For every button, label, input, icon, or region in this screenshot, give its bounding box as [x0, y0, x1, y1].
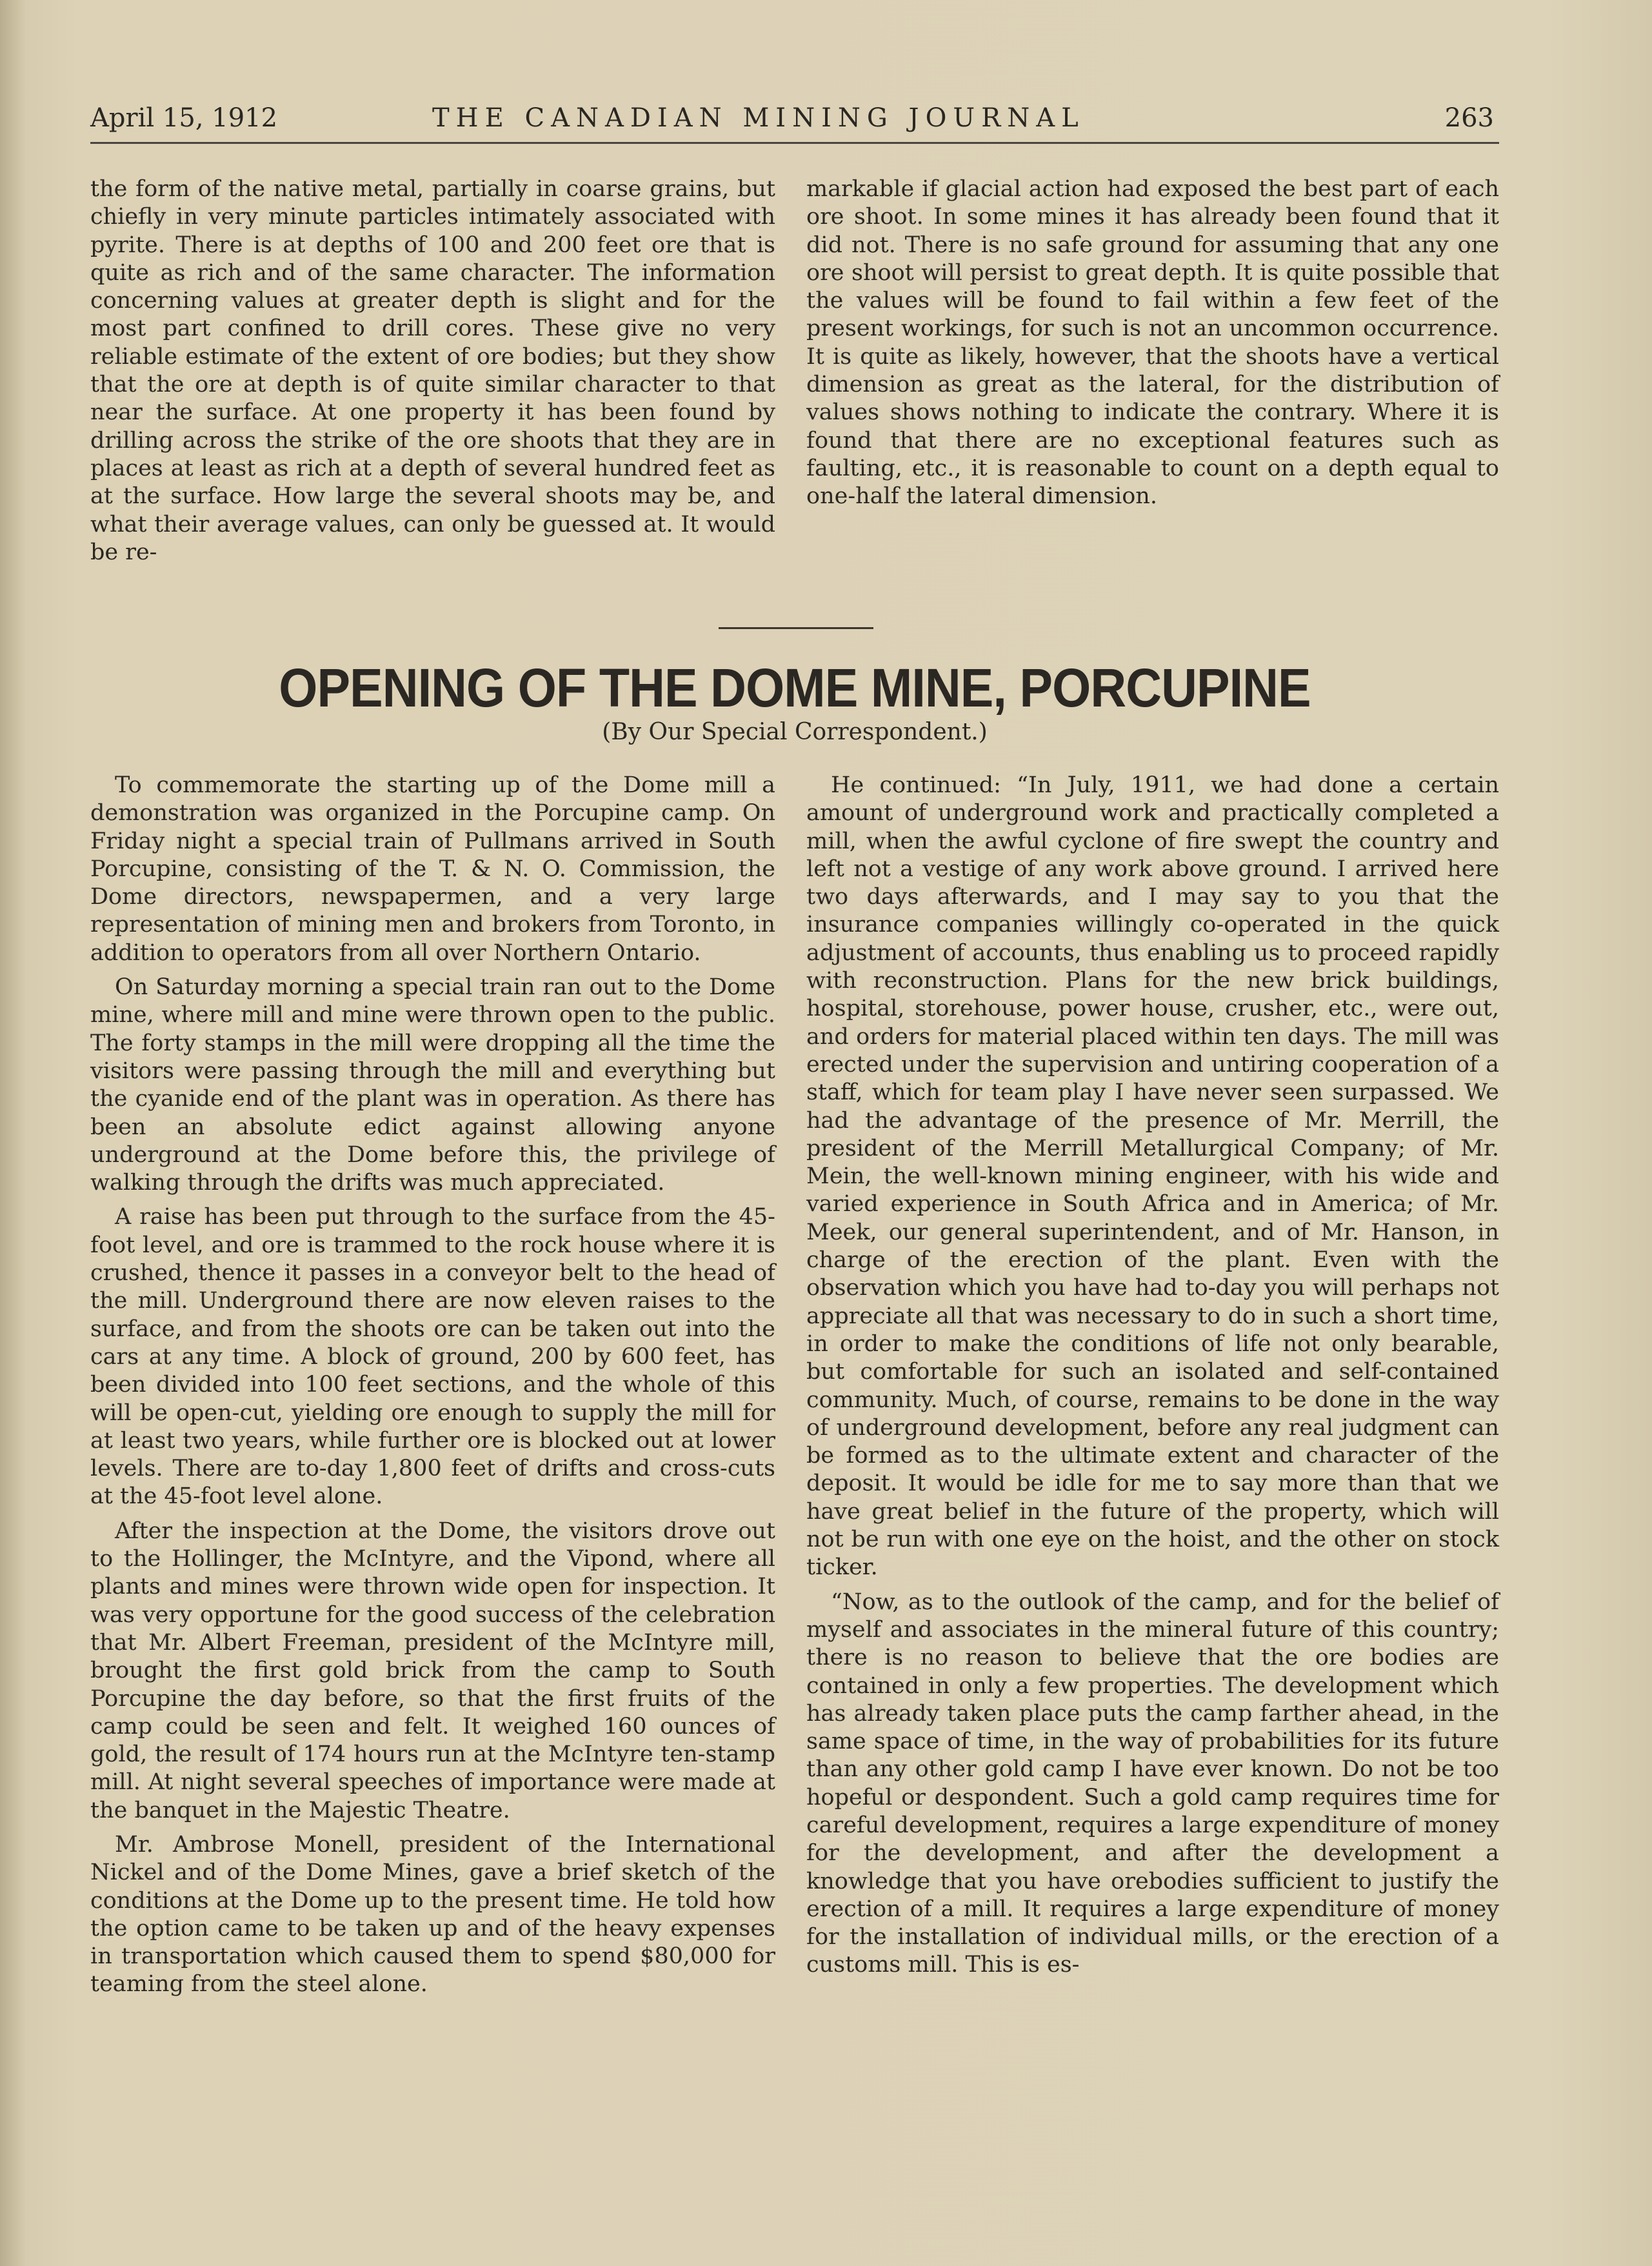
article-paragraph: On Saturday morning a special train ran out to the Dome mine, where mill and mine were thrown open to the public. The forty stamps in the mill were dropping all the time the visitors were passing through the mill and everything but the cyanide end of the plant was in operation. As there has been an absolute edict against allowing anyone underground at the Dome before this, the privilege of walking through the drifts was much appreciated. [90, 974, 775, 1196]
top-left-column [90, 175, 775, 566]
article-left-column [90, 772, 775, 1999]
article-byline: (By Our Special Correspondent.) [602, 719, 988, 745]
article-paragraph: “Now, as to the outlook of the camp, and for the belief of myself and associates in the mineral future of this country; there is no reason to believe that the ore bodies are contained in only a few properties. The development which has already taken place puts the camp farther ahead, in the same space of time, in the way of probabilities for its future than any other gold camp I have ever known. Do not be too hopeful or despondent. Such a gold camp requires time for careful development, requires a large expenditure of money for the development, and after the development a knowledge that you have orebodies sufficient to justify the erection of a mill. It requires a large expenditure of money for the installation of individual mills, or the erection of a customs mill. This is es- [806, 1589, 1499, 1978]
article-paragraph: Mr. Ambrose Monell, president of the International Nickel and of the Dome Mines, gave a brief sketch of the conditions at the Dome up to the present time. He told how the option came to be taken up and of the heavy expenses in transportation which caused them to spend $80,000 for teaming from the steel alone. [90, 1831, 775, 1998]
continued-paragraph: markable if glacial action had exposed the best part of each ore shoot. In some mines it has already been found that it did not. There is no safe ground for assuming that any one ore shoot will persist to great depth. It is quite possible that the values will be found to fail within a few feet of the present workings, for such is not an uncommon occurrence. It is quite as likely, however, that the shoots have a vertical dimension as great as the lateral, for the distribution of values shows nothing to indicate the contrary. Where it is found that there are no exceptional features such as faulting, etc., it is reasonable to count on a depth equal to one-half the lateral dimension. [806, 176, 1499, 510]
article-paragraph: A raise has been put through to the surface from the 45-foot level, and ore is trammed to the rock house where it is crushed, thence it passes in a conveyor belt to the head of the mill. Underground there are now eleven raises to the surface, and from the shoots ore can be taken out into the cars at any time. A block of ground, 200 by 600 feet, has been divided into 100 feet sections, and the whole of this will be open-cut, yielding ore enough to supply the mill for at least two years, while further ore is blocked out at lower levels. There are to-day 1,800 feet of drifts and cross-cuts at the 45-foot level alone. [90, 1204, 775, 1510]
running-header [90, 103, 1499, 144]
article-headline: OPENING OF THE DOME MINE, PORCUPINE [279, 657, 1311, 718]
section-divider [719, 627, 873, 629]
article-paragraph: To commemorate the starting up of the Dome mill a demonstration was organized in the Porcupine camp. On Friday night a special train of Pullmans arrived in South Porcupine, consisting of the T. & N. O. Commission, the Dome directors, newspapermen, and a very large representation of mining men and brokers from Toronto, in addition to operators from all over Northern Ontario. [90, 772, 775, 966]
journal-title: THE CANADIAN MINING JOURNAL [432, 103, 1085, 133]
issue-date: April 15, 1912 [90, 103, 278, 133]
top-right-column [806, 175, 1499, 511]
article-paragraph: After the inspection at the Dome, the visitors drove out to the Hollinger, the McIntyre, and the Vipond, where all plants and mines were thrown wide open for inspection. It was very opportune for the good success of the celebration that Mr. Albert Freeman, president of the McIntyre mill, brought the first gold brick from the camp to South Porcupine the day before, so that the first fruits of the camp could be seen and felt. It weighed 160 ounces of gold, the result of 174 hours run at the McIntyre ten-stamp mill. At night several speeches of importance were made at the banquet in the Majestic Theatre. [90, 1518, 775, 1823]
continued-paragraph: the form of the native metal, partially in coarse grains, but chiefly in very minute particles intimately associated with pyrite. There is at depths of 100 and 200 feet ore that is quite as rich and of the same character. The information concerning values at greater depth is slight and for the most part confined to drill cores. These give no very reliable estimate of the extent of ore bodies; but they show that the ore at depth is of quite similar character to that near the surface. At one property it has been found by drilling across the strike of the ore shoots that they are in places at least as rich at a depth of several hundred feet as at the surface. How large the several shoots may be, and what their average values, can only be guessed at. It would be re- [90, 176, 775, 565]
article-right-column [806, 772, 1499, 1980]
article-paragraph: He continued: “In July, 1911, we had done a certain amount of underground work and practically completed a mill, when the awful cyclone of fire swept the country and left not a vestige of any work above ground. I arrived here two days afterwards, and I may say to you that the insurance companies willingly co-operated in the quick adjustment of accounts, thus enabling us to proceed rapidly with reconstruction. Plans for the new brick buildings, hospital, storehouse, power house, crusher, etc., were out, and orders for material placed within ten days. The mill was erected under the supervision and untiring cooperation of a staff, which for team play I have never seen surpassed. We had the advantage of the presence of Mr. Merrill, the president of the Merrill Metallurgical Company; of Mr. Mein, the well-known mining engineer, with his wide and varied experience in South Africa and in America; of Mr. Meek, our general superintendent, and of Mr. Hanson, in charge of the erection of the plant. Even with the observation which you have had to-day you will perhaps not appreciate all that was necessary to do in such a short time, in order to make the conditions of life not only bearable, but comfortable for such an isolated and self-contained community. Much, of course, remains to be done in the way of underground development, before any real judgment can be formed as to the ultimate extent and character of the deposit. It would be idle for me to say more than that we have great belief in the future of the property, which will not be run with one eye on the hoist, and the other on stock ticker. [806, 772, 1499, 1581]
page-number: 263 [1444, 103, 1494, 133]
